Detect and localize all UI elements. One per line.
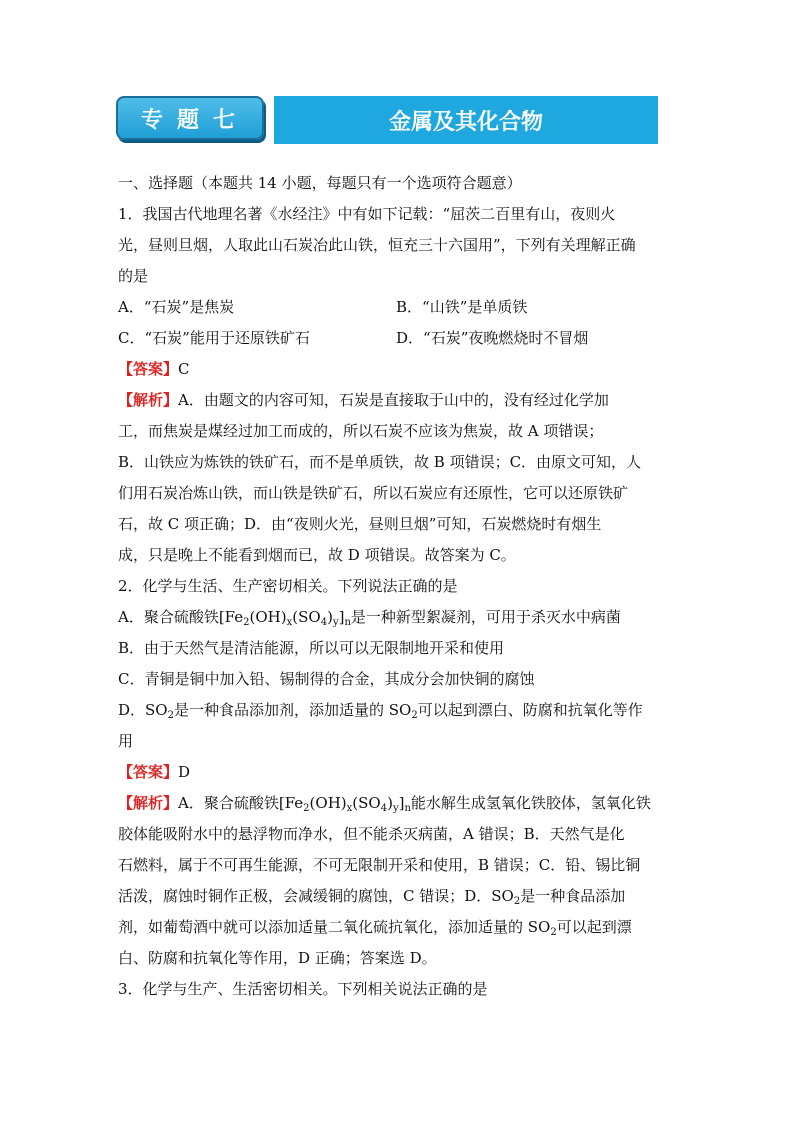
q1-option-c: C．“石炭”能用于还原铁矿石 [118, 329, 310, 347]
q1-stem-line: 1．我国古代地理名著《水经注》中有如下记载：“屈茨二百里有山，夜则火 [118, 205, 616, 223]
q1-analysis-line: 石，故 C 项正确；D．由“夜则火光，昼则旦烟”可知，石炭燃烧时有烟生 [118, 515, 602, 533]
q1-stem-line: 的是 [118, 267, 149, 285]
topic-title: 金属及其化合物 [274, 96, 658, 144]
analysis-label: 【解析】 [118, 391, 179, 409]
q2-option-c: C．青铜是铜中加入铅、锡制得的合金，其成分会加快铜的腐蚀 [118, 670, 535, 688]
q2-analysis-line: 石燃料，属于不可再生能源，不可无限制开采和使用，B 错误；C．铅、锡比铜 [118, 856, 641, 874]
q2-analysis-line: 剂，如葡萄酒中就可以添加适量二氧化硫抗氧化，添加适量的 $SO_2$可以起到漂 [118, 918, 632, 938]
q2-option-d: D．$SO_2$是一种食品添加剂，添加适量的 $SO_2$可以起到漂白、防腐和抗氧化等作 [118, 701, 643, 721]
document-body [118, 168, 674, 1005]
q2-answer [118, 757, 674, 788]
answer-value: C [178, 360, 190, 378]
topic-banner [116, 96, 658, 144]
question-1 [118, 199, 674, 571]
q2-option-d-cont: 用 [118, 732, 134, 750]
q1-option-b: B．“山铁”是单质铁 [396, 298, 528, 316]
q1-analysis-line: 工，而焦炭是煤经过加工而成的，所以石炭不应该为焦炭，故 A 项错误； [118, 422, 604, 440]
q1-analysis-line: 【解析】A．由题文的内容可知，石炭是直接取于山中的，没有经过化学加 [118, 391, 609, 409]
q2-analysis-line: 活泼，腐蚀时铜作正极，会减缓铜的腐蚀，C 错误；D．$SO_2$是一种食品添加 [118, 887, 626, 907]
q1-stem-line: 光，昼则旦烟，人取此山石炭冶此山铁，恒充三十六国用”，下列有关理解正确 [118, 236, 636, 254]
q2-analysis-line: 白、防腐和抗氧化等作用，D 正确；答案选 D。 [118, 949, 437, 967]
q1-options-row [118, 323, 674, 354]
q2-analysis-line: 胶体能吸附水中的悬浮物而净水，但不能杀灭病菌，A 错误；B．天然气是化 [118, 825, 625, 843]
section-heading: 一、选择题（本题共 14 小题，每题只有一个选项符合题意） [118, 174, 522, 192]
answer-label: 【答案】 [118, 763, 179, 781]
question-3 [118, 974, 674, 1005]
q1-option-d: D．“石炭”夜晚燃烧时不冒烟 [396, 329, 589, 347]
q2-stem: 2．化学与生活、生产密切相关。下列说法正确的是 [118, 577, 458, 595]
answer-label: 【答案】 [118, 360, 179, 378]
q2-option-a: A．聚合硫酸铁$[Fe_2(OH)_x(SO_4)_y]_n$是一种新型絮凝剂，可用于杀灭水中病菌 [118, 608, 621, 628]
question-2 [118, 571, 674, 974]
topic-tag: 专题七 [116, 96, 264, 140]
q2-analysis-line: 【解析】A．聚合硫酸铁$[Fe_2(OH)_x(SO_4)_y]_n$能水解生成氢氧化铁胶体，氢氧化铁 [118, 794, 651, 814]
q2-option-b: B．由于天然气是清洁能源，所以可以无限制地开采和使用 [118, 639, 505, 657]
q3-stem: 3．化学与生产、生活密切相关。下列相关说法正确的是 [118, 980, 488, 998]
answer-value: D [178, 763, 191, 781]
q1-options-row [118, 292, 674, 323]
q1-answer [118, 354, 674, 385]
q1-analysis-line: B．山铁应为炼铁的铁矿石，而不是单质铁，故 B 项错误；C．由原文可知，人 [118, 453, 642, 471]
q1-option-a: A．“石炭”是焦炭 [118, 298, 235, 316]
analysis-label: 【解析】 [118, 794, 179, 812]
q1-analysis-line: 们用石炭冶炼山铁，而山铁是铁矿石，所以石炭应有还原性，它可以还原铁矿 [118, 484, 629, 502]
q1-analysis-line: 成，只是晚上不能看到烟而已，故 D 项错误。故答案为 C。 [118, 546, 516, 564]
